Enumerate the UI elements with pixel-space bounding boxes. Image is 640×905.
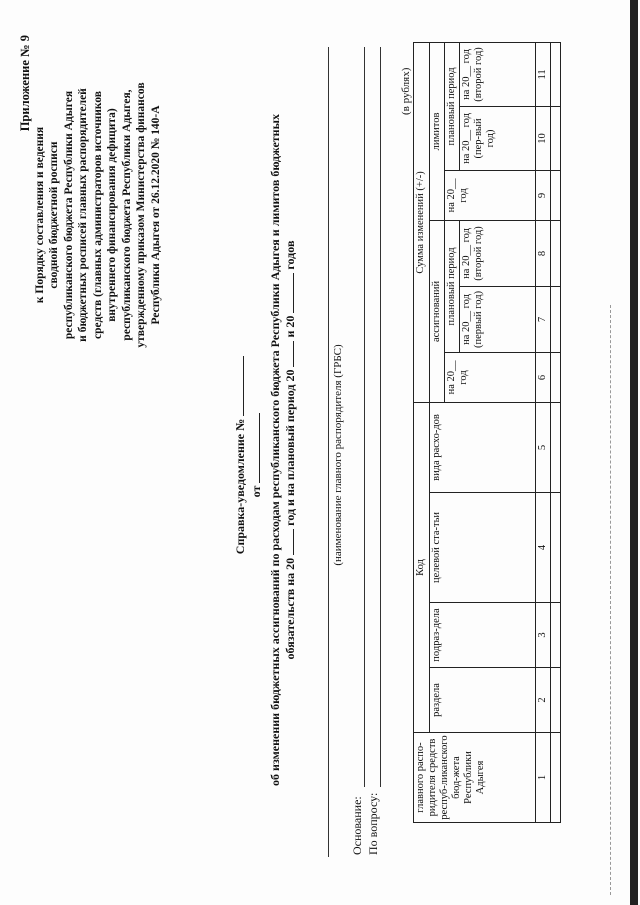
appendix-number: Приложение № 9 [18, 35, 32, 132]
table-cell[interactable] [551, 733, 561, 823]
assign-header: ассигнований [430, 220, 445, 402]
assign-y2-header: на 20__ год (второй год) [460, 220, 536, 286]
col-sum-header: Сумма изменений (+/-) [414, 42, 430, 402]
subtitle-part: и 20 [283, 315, 297, 338]
changes-table [413, 42, 561, 823]
col-target-header: целевой ста-тьи [430, 493, 536, 603]
limits-plan-header: плановый период [445, 42, 460, 170]
col-number: 1 [536, 733, 551, 823]
doc-date-row [249, 155, 264, 755]
subtitle-part: обязательств на 20 [283, 557, 297, 660]
appendix-header [18, 35, 163, 395]
grbs-caption: (наименование главного распорядителя (ГРБС) [332, 344, 344, 566]
limits-y2-header: на 20__ год (второй год) [460, 42, 536, 106]
table-cell[interactable] [551, 220, 561, 286]
basis-label: Основание: [350, 796, 364, 855]
appendix-line: республиканского бюджета Республики Адыгея [62, 90, 75, 340]
appendix-line: средств (главных администраторов источников [91, 91, 104, 339]
doc-from: от [249, 485, 263, 498]
appendix-line: к Порядку составления и ведения [33, 126, 46, 304]
year-blank[interactable] [283, 529, 294, 555]
col-subsection-header: подраз-дела [430, 603, 536, 668]
units-label: (в рублях) [400, 67, 412, 115]
limits-y1-header: на 20__ год (пер-вый год) [460, 106, 536, 170]
col-number: 9 [536, 170, 551, 220]
doc-title: Справка-уведомление № [233, 418, 247, 555]
appendix-line: Республики Адыгея от 26.12.2020 № 140-А [149, 105, 162, 325]
col-grbs-header: главного распо-ридителя средств респуб-ликанского бюд-жета Республики Адыгея [414, 733, 536, 823]
number-blank[interactable] [233, 356, 244, 416]
table-cell[interactable] [551, 493, 561, 603]
basis-line[interactable] [364, 47, 365, 787]
question-label: По вопросу: [366, 792, 380, 855]
table-cell[interactable] [551, 352, 561, 402]
year-blank[interactable] [283, 341, 294, 367]
assign-y1-header: на 20__ год (первый год) [460, 286, 536, 352]
column-numbers-row [536, 42, 551, 822]
limits-header: лимитов [430, 42, 445, 220]
appendix-line: внутреннего финансирования дефицита) [106, 108, 118, 322]
col-number: 4 [536, 493, 551, 603]
appendix-line: республиканского бюджета Республики Адыгея, [120, 89, 133, 341]
table-cell[interactable] [551, 42, 561, 106]
doc-title-row [233, 155, 248, 755]
doc-subtitle-1: об изменении бюджетных ассигнований по расходам республиканского бюджета Республики Адыгея и лимитов бюджетных [268, 114, 282, 786]
year-blank[interactable] [283, 273, 294, 313]
data-row [551, 42, 561, 822]
appendix-line: и бюджетных росписей главных распорядителей [77, 88, 89, 342]
col-number: 3 [536, 603, 551, 668]
table-cell[interactable] [551, 402, 561, 492]
grbs-name-line[interactable] [328, 47, 329, 857]
date-blank[interactable] [249, 413, 260, 483]
table-cell[interactable] [551, 286, 561, 352]
col-number: 11 [536, 42, 551, 106]
col-number: 7 [536, 286, 551, 352]
col-number: 5 [536, 402, 551, 492]
doc-subtitle-2 [283, 35, 298, 865]
subtitle-part: год и на плановый период 20 [283, 369, 297, 526]
assign-year-header: на 20__ год [445, 352, 536, 402]
appendix-line: сводной бюджетной росписи [48, 141, 60, 289]
col-number: 6 [536, 352, 551, 402]
subtitle-part: годов [283, 240, 297, 270]
col-exptype-header: вида расхо-дов [430, 402, 536, 492]
col-number: 2 [536, 668, 551, 733]
assign-plan-header: плановый период [445, 220, 460, 352]
table-cell[interactable] [551, 106, 561, 170]
table-cell[interactable] [551, 603, 561, 668]
scan-edge-line [610, 305, 612, 895]
table-cell[interactable] [551, 668, 561, 733]
col-section-header: раздела [430, 668, 536, 733]
col-number: 10 [536, 106, 551, 170]
col-code-header: Код [414, 402, 430, 732]
scan-binding-edge [630, 0, 638, 905]
table-cell[interactable] [551, 170, 561, 220]
appendix-line: утвержденному приказом Министерства финансов [135, 82, 147, 348]
col-number: 8 [536, 220, 551, 286]
limits-year-header: на 20__ год [445, 170, 536, 220]
question-line[interactable] [380, 47, 381, 787]
